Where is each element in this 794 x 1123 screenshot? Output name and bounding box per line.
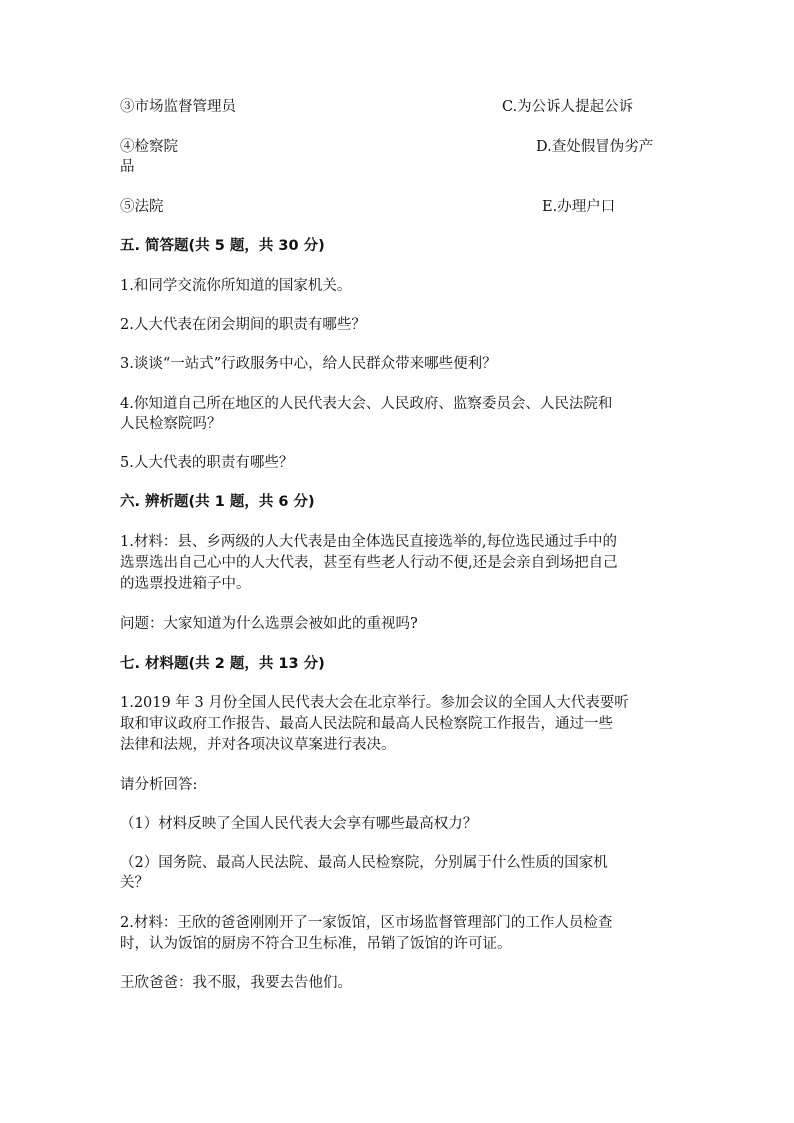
section-7-analyze-prompt: 请分析回答: (120, 777, 198, 793)
section-7-question-1-line-1: 1.2019 年 3 月份全国人民代表大会在北京举行。参加会议的全国人大代表要听 (120, 695, 629, 711)
section-7-father-statement: 王欣爸爸：我不服，我要去告他们。 (120, 975, 352, 991)
section-7-sub-question-2-line-1: （2）国务院、最高人民法院、最高人民检察院，分别属于什么性质的国家机 (120, 855, 608, 871)
match-left-4: ④检察院 (120, 139, 178, 155)
section-7-sub-question-1: （1）材料反映了全国人民代表大会享有哪些最高权力？ (120, 816, 478, 832)
section-6-material-line-1: 1.材料：县、乡两级的人大代表是由全体选民直接选举的,每位选民通过手中的 (120, 534, 617, 550)
match-left-3: ③市场监督管理员 (120, 99, 236, 115)
match-left-5: ⑤法院 (120, 199, 164, 215)
section-6-material-line-2: 选票选出自己心中的人大代表，甚至有些老人行动不便,还是会亲自到场把自己 (120, 555, 618, 571)
match-right-d-continuation: 品 (120, 159, 135, 175)
section-7-sub-question-2-line-2: 关？ (120, 875, 149, 891)
section-5-question-2: 2.人大代表在闭会期间的职责有哪些？ (120, 317, 366, 333)
section-7-question-2-line-2: 时，认为饭馆的厨房不符合卫生标准，吊销了饭馆的许可证。 (120, 936, 512, 952)
section-5-title: 五. 简答题(共 5 题，共 30 分) (120, 238, 325, 254)
section-5-question-3: 3.谈谈“一站式”行政服务中心，给人民群众带来哪些便利？ (120, 356, 497, 372)
section-7-title: 七. 材料题(共 2 题，共 13 分) (120, 656, 325, 672)
section-5-question-5: 5.人大代表的职责有哪些？ (120, 455, 294, 471)
section-5-question-4-line-1: 4.你知道自己所在地区的人民代表大会、人民政府、监察委员会、人民法院和 (120, 396, 613, 412)
section-5-question-4-line-2: 人民检察院吗？ (120, 416, 222, 432)
section-7-question-1-line-3: 法律和法规，并对各项决议草案进行表决。 (120, 737, 396, 753)
section-6-title: 六. 辨析题(共 1 题，共 6 分) (120, 494, 315, 510)
match-right-c: C.为公诉人提起公诉 (502, 99, 634, 115)
section-6-material-line-3: 的选票投进箱子中。 (120, 576, 251, 592)
match-right-d: D.查处假冒伪劣产 (536, 139, 654, 155)
section-7-question-1-line-2: 取和审议政府工作报告、最高人民法院和最高人民检察院工作报告，通过一些 (120, 716, 613, 732)
section-7-question-2-line-1: 2.材料：王欣的爸爸刚刚开了一家饭馆，区市场监督管理部门的工作人员检查 (120, 915, 613, 931)
section-5-question-1: 1.和同学交流你所知道的国家机关。 (120, 278, 352, 294)
match-right-e: E.办理户口 (542, 199, 616, 215)
section-6-question: 问题：大家知道为什么选票会被如此的重视吗? (120, 616, 418, 632)
